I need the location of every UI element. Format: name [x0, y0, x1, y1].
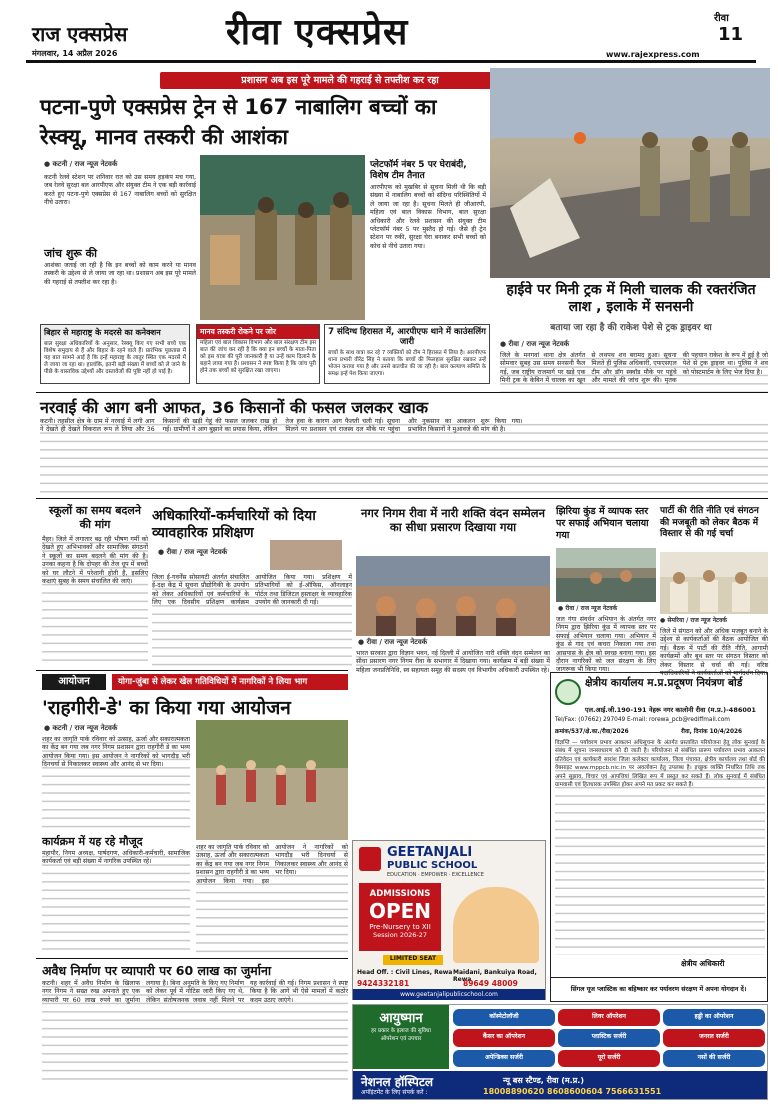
divider-4: [36, 958, 348, 959]
masthead: [18, 6, 758, 66]
women-photo-art: [356, 556, 550, 636]
hospital-ad-ayushman-box: [353, 1005, 449, 1069]
lead-box-bihar: [40, 324, 190, 384]
school-ad-phone1[interactable]: 9424332181: [357, 979, 410, 988]
party-photo-art: [660, 552, 768, 614]
highway-headline: हाईवे पर मिनी ट्रक में मिली चालक की रक्तरंजित लाश , इलाके में सनसनी: [506, 282, 756, 315]
masthead-url[interactable]: www.rajexpress.com: [606, 50, 700, 59]
school-ad-child-photo: [453, 887, 539, 963]
school-ad-web[interactable]: www.geetanjalipublicschool.com: [353, 989, 545, 1000]
jhiriya-byline: ● रीवा / राज न्यूज नेटवर्क: [558, 605, 618, 612]
rahgiri-text: शहर का जागृति पार्क रविवार को उत्साह, ऊर्जा और सकारात्मकता का केंद्र बन गया जब नगर निगम प्रशासन द्वारा राहगीरी डे का भव्य आयोजन किया गया। इस आयोजन ने नागरिकों को भागदौड़ भरी दिनचर्या से निकालकर स्वास्थ्य और आनंद से भर दिया।: [42, 736, 190, 828]
events-label: आयोजन: [42, 674, 106, 690]
lead-s1-headline: बिहार से महाराष्ट्र के मदरसे का कनेक्शन: [41, 325, 189, 340]
school-ad-name2: PUBLIC SCHOOL: [387, 860, 478, 871]
pcb-logo-icon: [555, 679, 581, 705]
lead-s1-text: बाल सुरक्षा अधिकारियों के अनुसार, रेस्क्यू किए गए सभी बच्चे एक विशेष समुदाय से हैं और बिहार के रहने वाले हैं। प्रारंभिक पूछताछ में यह बात सामने आई है कि इन्हें महाराष्ट्र के लातूर स्थित एक मदरसे में ले जाया जा रहा था। हालांकि, इतनी बड़ी संख्या में बच्चों को ले जाने के पीछे के वास्तविक उद्देश्यों और दस्तावेजों की पुष्टि नहीं हो पाई है।: [44, 341, 186, 375]
lead-s3-headline: 7 संदिग्ध हिरासत में, आरपीएफ थाने में काउंसलिंग जारी: [328, 327, 486, 347]
pcb-sign: क्षेत्रीय अधिकारी: [681, 959, 725, 968]
lead-box-headline: प्लेटफॉर्म नंबर 5 पर घेराबंदी, विशेष टीम तैनात: [370, 160, 467, 181]
hospital-ad-name: नेशनल हॉस्पिटल: [361, 1075, 434, 1089]
pcb-date: रीवा, दिनांक 10/4/2026: [681, 729, 743, 735]
pcb-address: एल.आई.जी.190-191 नेहरू नगर कालोनी रीवा (म.प्र.)-486001: [585, 706, 756, 714]
school-ad-name: GEETANJALI: [387, 845, 473, 860]
school-ad-pre: Pre-Nursery to XII: [369, 923, 431, 931]
police-photo: [490, 68, 770, 278]
jhiriya-headline: झिरिया कुंड में व्यापक स्तर पर सफाई अभियान चलाया गया: [556, 506, 649, 541]
hospital-tag: जनरल सर्जरी: [663, 1029, 765, 1046]
hospital-tag: नसों की सर्जरी: [663, 1050, 765, 1067]
masthead-main-title: रीवा एक्सप्रेस: [226, 11, 409, 53]
hospital-ad-contact-label: अपॉइंटमेंट के लिए संपर्क करें :: [361, 1089, 428, 1096]
party-headline: पार्टी की रीति नीति एवं संगठन की मजबूती को लेकर बैठक में विस्तार से की गई चर्चा: [660, 506, 759, 539]
lead-s2-text: महिला एवं बाल विकास विभाग और बाल संरक्षण टीम इस बात की जांच कर रही है कि क्या इन बच्चों के माता-पिता को इस यात्रा की पूरी जानकारी है या उन्हें काम दिलाने के बहाने लाया गया है। प्रशासन ने स्पष्ट किया है कि जांच पूरी होने तक बच्चों को सुरक्षित रखा जाएगा।: [200, 340, 316, 374]
training-byline: ● रीवा / राज न्यूज नेटवर्क: [158, 548, 228, 556]
jhiriya-text: जल गंगा संवर्धन अभियान के अंतर्गत नगर निगम द्वारा झिरिया कुंड में व्यापक स्तर पर सफाई अभियान चलाया गया। अभियान में कुंड से गाद एवं कचरा निकाला गया तथा आसपास के क्षेत्र को स्वच्छ बनाया गया। इस दौरान नागरिकों को जल संरक्षण के लिए जागरूक भी किया गया।: [556, 616, 656, 674]
pcb-notice: [550, 672, 768, 1002]
pcb-footer: सिंगल यूज प्लास्टिक का बहिष्कार कर पर्यावरण संरक्षण में अपना योगदान दें।: [551, 977, 766, 1001]
lead-kicker: प्रशासन अब इस पूरे मामले की गहराई से तफ्तीश कर रहा: [160, 72, 520, 89]
rahgiri-sub: कार्यक्रम में यह रहे मौजूद: [42, 835, 143, 848]
rahgiri-byline: ● कटनी / राज न्यूज नेटवर्क: [44, 724, 118, 732]
school-ad-limited: LIMITED SEAT: [383, 955, 443, 965]
hospital-ad-addr: न्यू बस स्टैण्ड, रीवा (म.प्र.): [503, 1076, 584, 1085]
illegal-text: कटनी। शहर में अवैध निर्माण के खिलाफ नगर निगम ने सख्त रुख अपनाते हुए एक व्यापारी पर 60 लाख रुपये का जुर्माना लगाया है। बिना अनुमति के किए गए निर्माण को लेकर पूर्व में नोटिस जारी किए गए थे, लेकिन संतोषजनक जवाब नहीं मिलने पर यह कार्रवाई की गई। निगम प्रशासन ने स्पष्ट किया है कि आगे भी ऐसे मामलों में कठोर कदम उठाए जाएंगे।: [42, 980, 348, 1086]
school-ad-phone2[interactable]: 89649 48009: [463, 979, 518, 988]
hospital-ad-phones[interactable]: 18008890620 8608600604 7566631551: [483, 1087, 662, 1096]
hospital-ad-line1: हर प्रकार के इलाज की सुविधा: [371, 1028, 431, 1034]
rahgiri-photo: [196, 720, 348, 840]
women-photo: [356, 556, 550, 636]
masthead-left-title: राज एक्सप्रेस: [32, 22, 128, 46]
hospital-tag: कैंसर का ऑपरेशन: [453, 1029, 555, 1046]
rahgiri-sub-text: महापौर, निगम अध्यक्ष, पार्षदगण, अधिकारी-कर्मचारी, सामाजिक कार्यकर्ता एवं बड़ी संख्या में नागरिक उपस्थित रहे।: [42, 850, 190, 956]
divider-1: [36, 392, 768, 393]
lead-s3-text: बच्चों के साथ यात्रा कर रहे 7 व्यक्तियों को टीम ने हिरासत में लिया है। आरपीएफ थाना प्रभारी वीरेंद्र सिंह ने बताया कि बच्चों की फिलहाल सुरक्षित रखकर उन्हें भोजन कराया गया है और उनसे बातचीत की जा रही है। बाल कल्याण समिति के समक्ष इन्हें पेश किया जाएगा।: [328, 350, 486, 377]
lead-intro-column: [44, 174, 196, 224]
lead-s2-headline: मानव तस्करी रोकने पर जोर: [197, 325, 319, 339]
divider-2: [36, 498, 768, 499]
lead-box-trafficking: [196, 324, 320, 384]
jhiriya-photo: [556, 548, 656, 602]
highway-byline: ● रीवा / राज न्यूज नेटवर्क: [500, 340, 570, 348]
lead-box-custody: [324, 324, 490, 384]
hospital-tag: अपेन्डिक्स सर्जरी: [453, 1050, 555, 1067]
school-ad[interactable]: [352, 840, 546, 1000]
school-ad-tagline: EDUCATION · EMPOWER · EXCELLENCE: [387, 872, 484, 878]
hospital-tag: हड्डी का ऑपरेशन: [663, 1009, 765, 1026]
rahgiri-more-text: शहर का जागृति पार्क रविवार को उत्साह, ऊर्जा और सकारात्मकता का केंद्र बन गया जब नगर निगम प्रशासन द्वारा राहगीरी डे का भव्य आयोजन किया गया। इस आयोजन ने नागरिकों को भागदौड़ भरी दिनचर्या से निकालकर स्वास्थ्य और आनंद से भर दिया।: [196, 844, 348, 956]
highway-text: जिले के मनगवां थाना क्षेत्र अंतर्गत सोमवार सुबह उस समय सनसनी फैल गई, जब राष्ट्रीय राजमार्ग पर खड़े एक मिनी ट्रक के केबिन में चालक का खून से लथपथ शव बरामद हुआ। सूचना मिलते ही पुलिस अधिकारी, एफएसएल टीम और डॉग स्क्वॉड मौके पर पहुंचे और मामले की जांच शुरू की। मृतक की पहचान राकेश के रूप में हुई है जो पेशे से ट्रक ड्राइवर था। पुलिस ने शव को पोस्टमार्टम के लिए भेज दिया है।: [500, 352, 768, 392]
women-headline: नगर निगम रीवा में नारी शक्ति वंदन सम्मेलन का सीधा प्रसारण दिखाया गया: [361, 506, 545, 534]
lead-sub1-text: आशंका जताई जा रही है कि इन बच्चों को काम करने या मानव तस्करी के उद्देश्य से ले जाया जा रहा था। प्रशासन अब इस पूरे मामले की गहराई से तफ्तीश कर रहा है।: [44, 262, 196, 286]
masthead-rule: [26, 60, 756, 63]
masthead-page-no: 11: [718, 24, 744, 45]
illegal-headline: अवैध निर्माण पर व्यापारी पर 60 लाख का जुर्माना: [42, 963, 272, 978]
masthead-city: रीवा: [714, 13, 729, 24]
school-crest-icon: [359, 847, 381, 871]
pcb-title: क्षेत्रीय कार्यालय म.प्र.प्रदूषण नियंत्रण बोर्ड: [585, 677, 743, 689]
hospital-tag: यूरो सर्जरी: [558, 1050, 660, 1067]
lead-box-text: आरपीएफ को मुखबिर से सूचना मिली थी कि बड़ी संख्या में नाबालिग बच्चों को संदिग्ध परिस्थितियों में ले जाया जा रहा है। सूचना मिलते ही जीआरपी, महिला एवं बाल विकास विभाग, बाल सुरक्षा अधिकारी और रेलवे प्रशासन की संयुक्त टीम प्लेटफॉर्म नंबर 5 पर मुस्तैद हो गई। जैसे ही ट्रेन स्टेशन पर रुकी, सुरक्षा घेरा बनाकर सभी बच्चों को कोच से नीचे उतारा गया।: [370, 184, 486, 250]
school-ad-session: Session 2026-27: [372, 931, 428, 939]
hospital-tag: प्लास्टिक सर्जरी: [558, 1029, 660, 1046]
school-ad-head-office: Head Off. : Civil Lines, Rewa: [357, 969, 453, 976]
party-photo: [660, 552, 768, 614]
events-strip: योगा-जुंबा से लेकर खेल गतिविधियों में नागरिकों ने लिया भाग: [112, 674, 348, 690]
lead-intro-text: कटनी रेलवे स्टेशन पर शनिवार रात को उस समय हड़कंप मच गया, जब रेलवे सुरक्षा बल आरपीएफ और संयुक्त टीम ने एक बड़ी कार्रवाई करते हुए पटना-पुणे एक्सप्रेस से 167 नाबालिग बच्चों को सुरक्षित नीचे उतारा।: [44, 174, 196, 207]
lead-headline: पटना-पुणे एक्सप्रेस ट्रेन से 167 नाबालिग बच्चों का रेस्क्यू, मानव तस्करी की आशंका: [40, 95, 437, 149]
masthead-date: मंगलवार, 14 अप्रैल 2026: [32, 49, 118, 58]
party-text: जिले में संगठन को और अधिक मजबूत बनाने के उद्देश्य से कार्यकर्ताओं की बैठक आयोजित की गई। बैठक में पार्टी की रीति नीति, आगामी कार्यक्रमों और बूथ स्तर पर संगठन विस्तार को लेकर विस्तार से चर्चा की गई। वरिष्ठ पदाधिकारियों ने कार्यकर्ताओं को मार्गदर्शन दिया।: [660, 628, 768, 678]
training-photo: [270, 540, 342, 570]
lead-byline: ● कटनी / राज न्यूज नेटवर्क: [44, 160, 118, 168]
school-text: मैहर। जिले में लगातार बढ़ रही भीषण गर्मी को देखते हुए अभिभावकों और सामाजिक संगठनों ने स्कूलों का समय बदलने की मांग की है। उनका कहना है कि दोपहर की तेज धूप में बच्चों को घर लौटने में परेशानी होती है, इसलिए कक्षाएं सुबह के समय संचालित की जाएं।: [42, 536, 148, 666]
highway-sub: बताया जा रहा है की राकेश पेशे से ट्रक ड्राइवर था: [550, 323, 712, 333]
school-headline: स्कूलों का समय बदलने की मांग: [49, 504, 141, 531]
party-byline: ● सेमरिया / राज न्यूज नेटवर्क: [660, 617, 728, 624]
school-ad-maidani: Maidani, Bankuiya Road, Rewa: [453, 969, 537, 983]
hospital-tag: लिवर ऑपरेशन: [558, 1009, 660, 1026]
train-rescue-art: [200, 155, 365, 320]
pcb-ref: क्रमांक/537/क्षे.का./रीवा/2026: [555, 729, 629, 735]
school-ad-admissions: ADMISSIONS: [369, 889, 431, 899]
fire-headline: नरवाई की आग बनी आफत, 36 किसानों की फसल जलकर खाक: [40, 398, 429, 417]
hospital-ad[interactable]: [352, 1004, 768, 1100]
rahgiri-headline: 'राहगीरी-डे' का किया गया आयोजन: [42, 697, 291, 719]
police-photo-art: [490, 68, 770, 278]
school-ad-admission-box: [359, 883, 441, 951]
pcb-contact: Tel/Fax: (07662) 297049 E-mail: rorewa_pcb@rediffmail.com: [555, 717, 730, 723]
jhiriya-photo-art: [556, 548, 656, 602]
pcb-body: विज्ञप्ति — पर्यावरण प्रभाव आकलन अधिसूचना के अंतर्गत प्रस्तावित परियोजना हेतु लोक सुनवाई के संबंध में सूचना जनसाधारण को दी जाती है। परियोजना से संबंधित प्रारूप पर्यावरण प्रभाव आकलन प्रतिवेदन एवं कार्यकारी सारांश जिला कलेक्टर कार्यालय, जिला पंचायत, क्षेत्रीय कार्यालय तथा बोर्ड की वेबसाइट www.mppcb.nic.in पर अवलोकन हेतु उपलब्ध है। इच्छुक व्यक्ति निर्धारित तिथि तक अपने सुझाव, विचार एवं आपत्तियां लिखित रूप में प्रस्तुत कर सकते हैं। लोक सुनवाई में संबंधित ग्रामवासी एवं हितधारक उपस्थित होकर अपने मत प्रकट कर सकते हैं।: [555, 739, 765, 955]
women-text: भारत सरकार द्वारा विज्ञान भवन, नई दिल्ली में आयोजित नारी शक्ति वंदन सम्मेलन का सीधा प्रसारण नगर निगम रीवा के सभागार में दिखाया गया। कार्यक्रम में बड़ी संख्या में महिला जनप्रतिनिधि, स्व सहायता समूह की सदस्य एवं विभागीय अधिकारी उपस्थित रहे।: [356, 650, 550, 674]
divider-3: [36, 670, 348, 671]
school-ad-open: OPEN: [368, 899, 432, 923]
hospital-ad-title: आयुष्मान: [379, 1011, 423, 1026]
hospital-ad-footer: [353, 1071, 767, 1099]
hospital-tag: कॉस्मेटोलॉजी: [453, 1009, 555, 1026]
training-text: जिला ई-गवर्नेंस सोसायटी अंतर्गत संचालित ई-दक्ष केंद्र में सूचना प्रौद्योगिकी के उपयोग को लेकर अधिकारियों एवं कर्मचारियों के लिए एक दिवसीय प्रशिक्षण कार्यक्रम आयोजित किया गया। प्रशिक्षण में प्रतिभागियों को ई-ऑफिस, ऑनलाइन पोर्टल तथा डिजिटल हस्ताक्षर के व्यावहारिक उपयोग की जानकारी दी गई।: [152, 574, 352, 666]
fire-text: कटनी। तहसील क्षेत्र के ग्राम में नरवाई में लगी आग ने देखते ही देखते विकराल रूप ले लिया और 36 किसानों की खड़ी गेहूं की फसल जलकर राख हो गई। ग्रामीणों ने आग बुझाने का प्रयास किया, लेकिन तेज हवा के कारण आग फैलती चली गई। सूचना मिलने पर प्रशासन एवं राजस्व दल मौके पर पहुंचा और नुकसान का आकलन शुरू किया गया। प्रभावित किसानों ने मुआवजे की मांग की है।: [40, 418, 768, 494]
hospital-ad-tags: [453, 1009, 765, 1067]
women-byline: ● रीवा / राज न्यूज नेटवर्क: [358, 638, 428, 646]
hospital-ad-line2: ऑपरेशन एवं उपचार: [380, 1036, 422, 1042]
train-rescue-photo: [200, 155, 365, 320]
training-headline: अधिकारियों-कर्मचारियों को दिया व्यावहारिक प्रशिक्षण: [152, 508, 316, 541]
lead-sub1: जांच शुरू की: [44, 247, 97, 260]
rahgiri-photo-art: [196, 720, 348, 840]
